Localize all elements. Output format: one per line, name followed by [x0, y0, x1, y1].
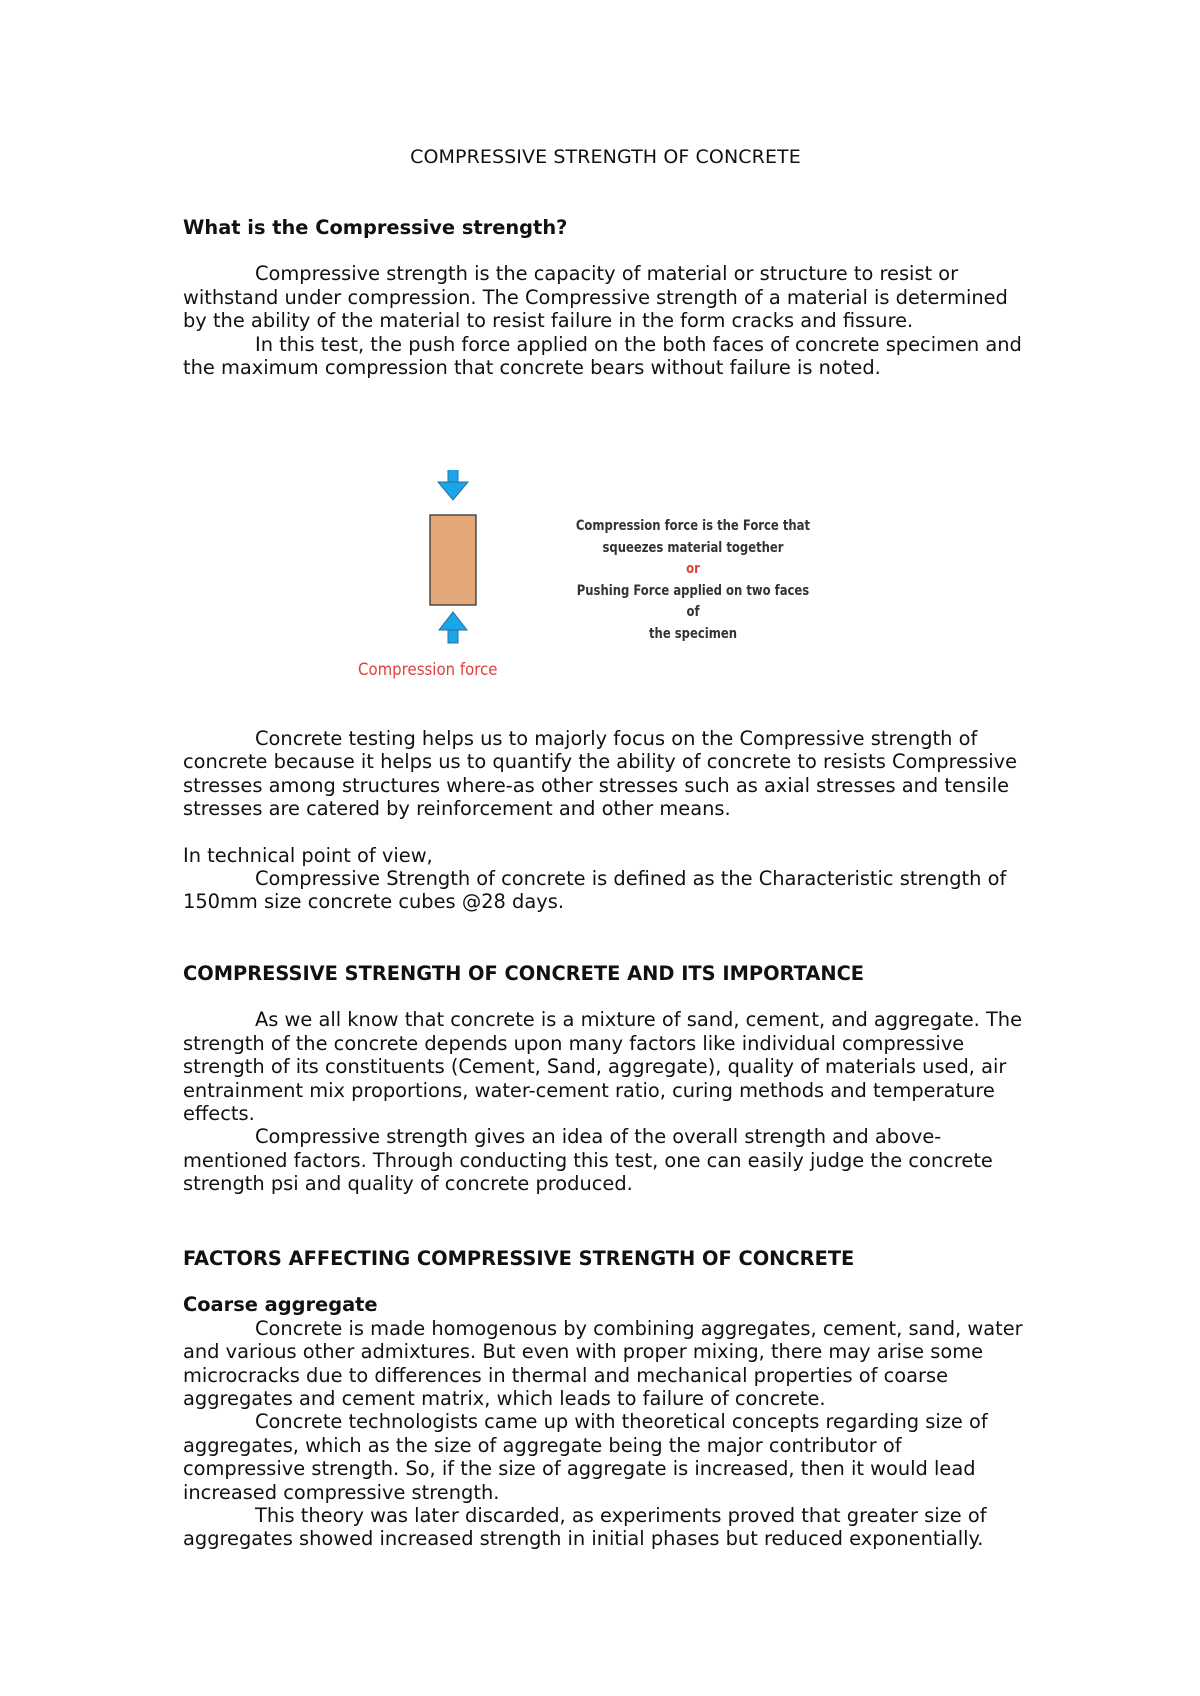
arrow-up-icon — [439, 612, 467, 643]
figure-text: the specimen — [648, 625, 738, 642]
arrow-down-icon — [438, 470, 468, 500]
document-title: COMPRESSIVE STRENGTH OF CONCRETE — [410, 146, 801, 168]
paragraph: This theory was later discarded, as experiments proved that greater size of aggregates showed increased strength in initial phases but reduced exponentially. — [183, 1504, 987, 1551]
figure-text: Compression force is the Force that — [575, 518, 811, 534]
section-what-is — [183, 216, 1028, 379]
paragraph: Compressive Strength of concrete is defined as the Characteristic strength of 150mm size concrete cubes @28 days. — [183, 867, 1007, 914]
section-importance — [183, 962, 1028, 1196]
section-testing — [183, 727, 1028, 914]
section-heading: FACTORS AFFECTING COMPRESSIVE STRENGTH OF CONCRETE — [183, 1247, 855, 1270]
compression-definition — [573, 516, 814, 645]
figure-or-text: or — [686, 561, 700, 577]
subsection-heading: Coarse aggregate — [183, 1293, 378, 1317]
section-heading: What is the Compressive strength? — [183, 216, 568, 239]
compression-figure — [183, 470, 1028, 690]
paragraph: Compressive strength gives an idea of the overall strength and above-mentioned factors. Through conducting this test, one can easily judge the concrete strength psi and quality of concrete produced. — [183, 1125, 993, 1196]
paragraph-lead: In technical point of view, — [183, 843, 433, 867]
paragraph: In this test, the push force applied on the both faces of concrete specimen and the maximum compression that concrete bears without failure is noted. — [183, 332, 1022, 380]
paragraph: As we all know that concrete is a mixture of sand, cement, and aggregate. The strength of the concrete depends upon many factors like individual compressive strength of its constituents (Cement, Sand, aggregate), quality of materials used, air entrainment mix proportions, water-cement ratio, curing methods and temperature effects. — [183, 1008, 1023, 1126]
section-heading: COMPRESSIVE STRENGTH OF CONCRETE AND ITS IMPORTANCE — [183, 962, 865, 985]
section-factors — [183, 1247, 1028, 1551]
paragraph: Compressive strength is the capacity of material or structure to resist or withstand under compression. The Compressive strength of a material is determined by the ability of the material to resist failure in the form cracks and fissure. — [183, 262, 1008, 333]
paragraph: Concrete testing helps us to majorly focus on the Compressive strength of concrete because it helps us to quantify the ability of concrete to resists Compressive stresses among structures where-as other stresses such as axial stresses and tensile stresses are catered by reinforcement and other means. — [183, 727, 1018, 821]
paragraph: Concrete is made homogenous by combining aggregates, cement, sand, water and various other admixtures. But even with proper mixing, there may arise some microcracks due to differences in thermal and mechanical properties of coarse aggregates and cement matrix, which leads to failure of concrete. — [183, 1316, 1023, 1411]
figure-caption: Compression force — [358, 660, 498, 680]
figure-text: Pushing Force applied on two faces of — [576, 582, 810, 620]
figure-text: squeezes material together — [602, 539, 784, 556]
document-page — [183, 0, 1028, 1696]
paragraph: Concrete technologists came up with theoretical concepts regarding size of aggregates, which as the size of aggregate being the major contributor of compressive strength. So, if the size of aggregate is increased, then it would lead increased compressive strength. — [183, 1410, 988, 1504]
concrete-specimen — [430, 515, 476, 605]
